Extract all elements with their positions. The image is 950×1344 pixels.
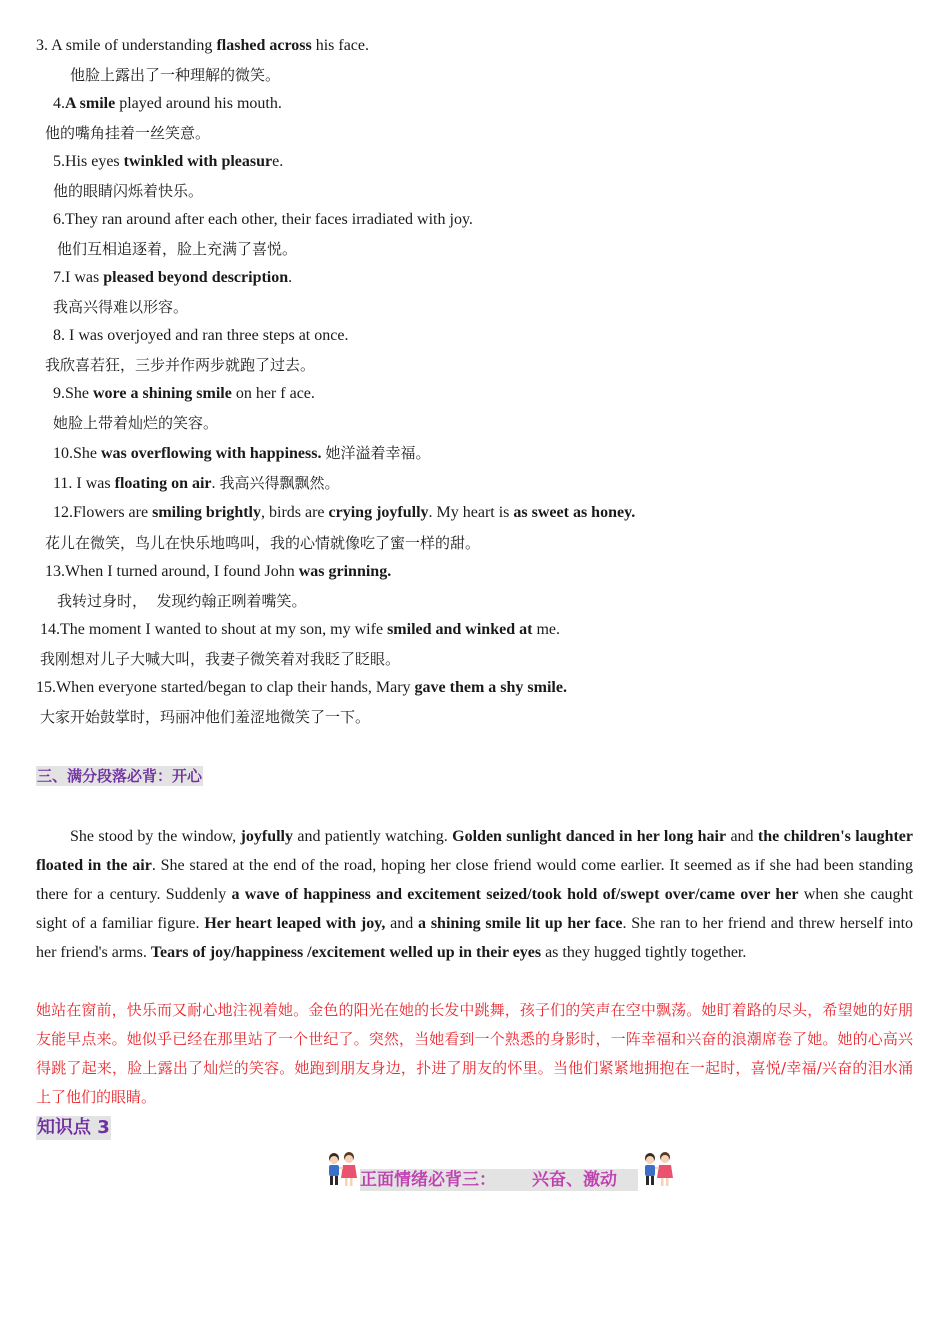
translation-15: 大家开始鼓掌时，玛丽冲他们羞涩地微笑了一下。	[40, 708, 371, 726]
translation-8: 我欣喜若狂，三步并作两步就跑了过去。	[45, 356, 316, 374]
section-heading: 三、满分段落必背：开心	[37, 767, 203, 785]
translation-5: 他的眼睛闪烁着快乐。	[53, 182, 204, 200]
subtitle-row	[322, 1150, 682, 1190]
kids-icon	[322, 1150, 360, 1190]
translation-4: 他的嘴角挂着一丝笑意。	[45, 124, 211, 142]
sentence-5: 5.His eyes twinkled with pleasure.	[53, 153, 284, 170]
subtitle: 正面情绪必背三： 兴奋、激动	[360, 1169, 638, 1191]
sentence-14: 14.The moment I wanted to shout at my son, my wife smiled and winked at me.	[40, 621, 560, 638]
sentence-4: 4.A smile played around his mouth.	[53, 95, 282, 112]
sentence-10: 10.She was overflowing with happiness. 她洋溢着幸福。	[53, 444, 431, 462]
translation-13: 我转过身时， 发现约翰正咧着嘴笑。	[57, 592, 307, 610]
paragraph-translation: 她站在窗前，快乐而又耐心地注视着她。金色的阳光在她的长发中跳舞，孩子们的笑声在空中飘荡。她盯着路的尽头，希望她的好朋友能早点来。她似乎已经在那里站了一个世纪了。突然，当她看到一个熟悉的身影时，一阵幸福和兴奋的浪潮席卷了她。她的心高兴得跳了起来，脸上露出了灿烂的笑容。她跑到朋友身边，扑进了朋友的怀里。当他们紧紧地拥抱在一起时，喜悦/幸福/兴奋的泪水涌上了他们的眼睛。	[36, 1001, 913, 1106]
kids-icon	[638, 1150, 676, 1190]
sentence-9: 9.She wore a shining smile on her f ace.	[53, 385, 315, 402]
sentence-13: 13.When I turned around, I found John was grinning.	[45, 563, 392, 580]
translation-12: 花儿在微笑，鸟儿在快乐地鸣叫，我的心情就像吃了蜜一样的甜。	[45, 534, 481, 552]
sentence-3: 3. A smile of understanding flashed across his face.	[36, 37, 370, 54]
sentence-8: 8. I was overjoyed and ran three steps at once.	[53, 327, 349, 344]
translation-14: 我刚想对儿子大喊大叫，我妻子微笑着对我眨了眨眼。	[40, 650, 401, 668]
model-paragraph: She stood by the window, joyfully and patiently watching. Golden sunlight danced in her long hair and the children's laughter floated in the air. She stared at the end of the road, hoping her close friend would come earlier. It seemed as if she had been standing there for a century. Suddenly a wave of happiness and excitement seized/took hold of/swept over/came over her when she caught sight of a familiar figure. Her heart leaped with joy, and a shining smile lit up her face. She ran to her friend and threw herself into her friend's arms. Tears of joy/happiness /excitement welled up in their eyes as they hugged tightly together.	[36, 828, 914, 961]
sentence-7: 7.I was pleased beyond description.	[53, 269, 293, 286]
translation-6: 他们互相追逐着，脸上充满了喜悦。	[57, 240, 298, 258]
sentence-11: 11. I was floating on air. 我高兴得飘飘然。	[53, 474, 340, 492]
sentence-6: 6.They ran around after each other, their faces irradiated with joy.	[53, 211, 473, 228]
translation-7: 我高兴得难以形容。	[53, 298, 189, 316]
sentence-15: 15.When everyone started/began to clap their hands, Mary gave them a shy smile.	[36, 679, 567, 696]
translation-3: 他脸上露出了一种理解的微笑。	[70, 66, 281, 84]
translation-9: 她脸上带着灿烂的笑容。	[53, 414, 219, 432]
sentence-12: 12.Flowers are smiling brightly, birds are crying joyfully. My heart is as sweet as honey.	[53, 504, 636, 521]
knowledge-point-label: 知识点 3	[37, 1117, 110, 1138]
